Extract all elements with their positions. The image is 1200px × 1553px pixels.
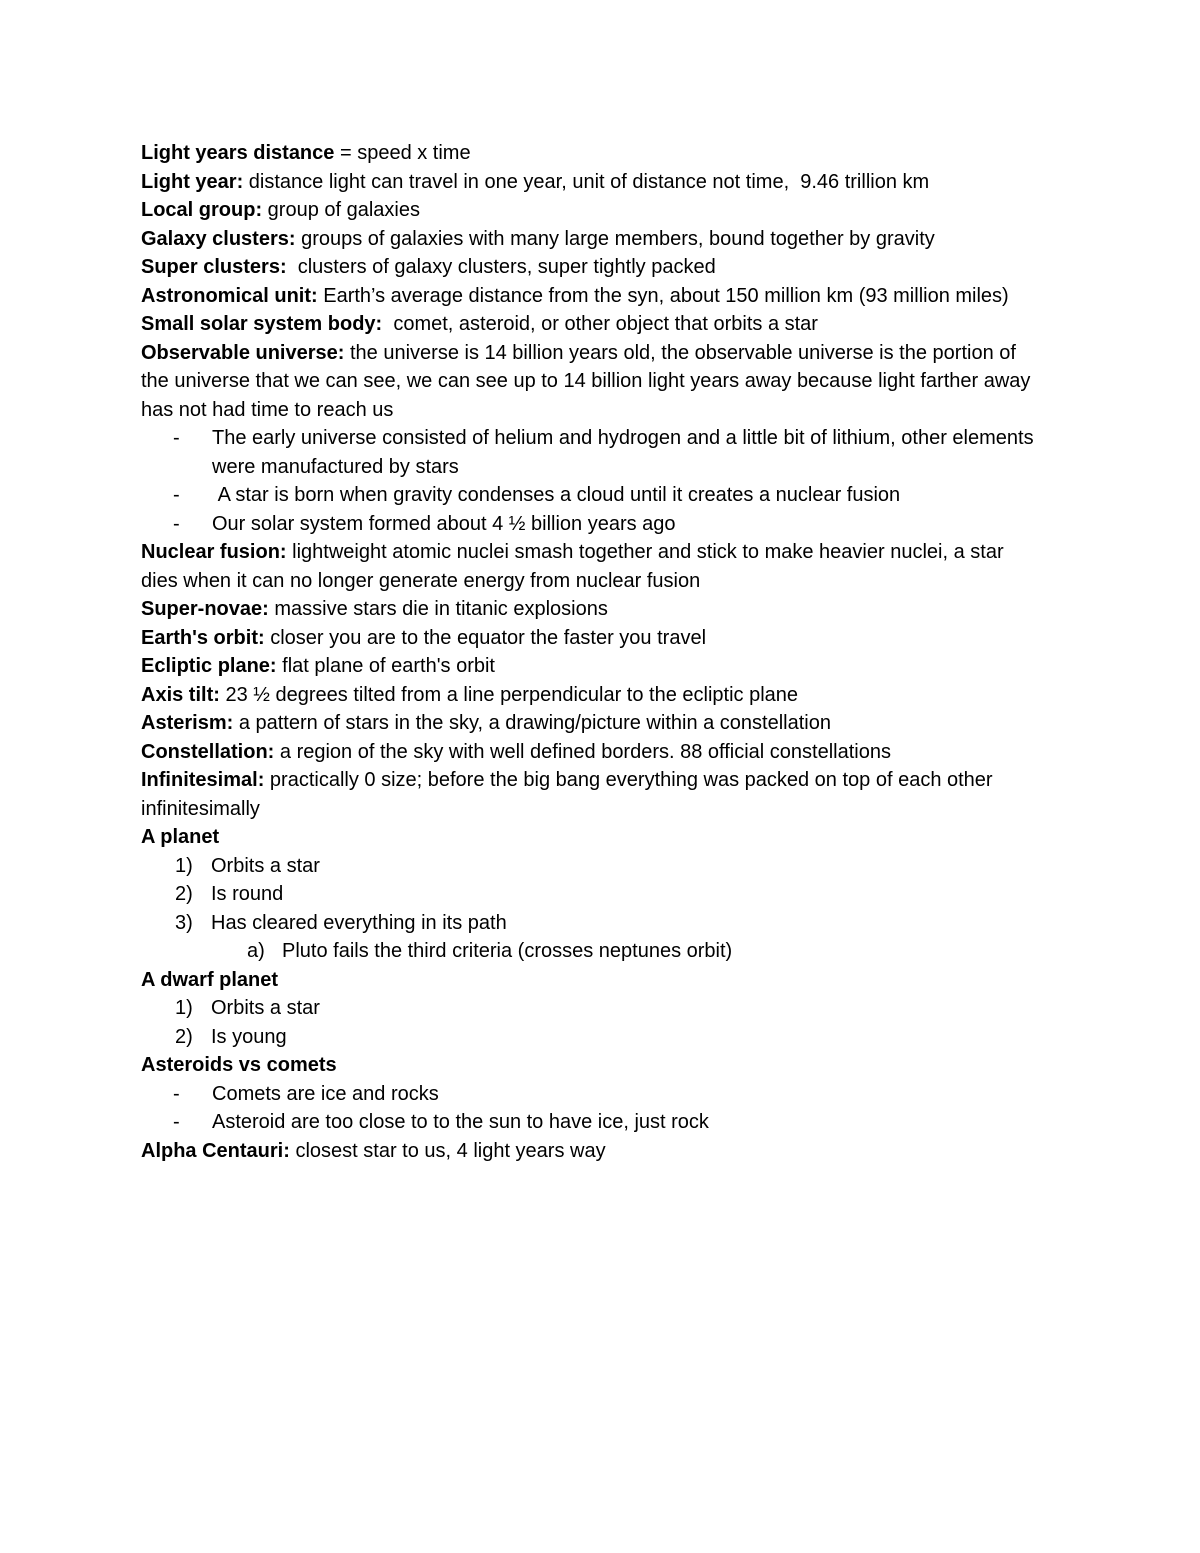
term-label: Asterism: bbox=[141, 712, 234, 734]
bullet-marker: - bbox=[173, 484, 180, 506]
term-label: Light year: bbox=[141, 170, 244, 193]
definition-text: practically 0 size; before the big bang everything was packed on top of each other infinitesimally bbox=[141, 769, 999, 820]
entry-constellation bbox=[141, 738, 1040, 767]
definition-text: = speed x time bbox=[334, 142, 471, 164]
term-label: Local group: bbox=[141, 199, 263, 221]
entry-light-year bbox=[141, 168, 1040, 197]
term-label: Nuclear fusion: bbox=[141, 541, 287, 563]
list-item bbox=[141, 909, 1040, 938]
definition-text: a region of the sky with well defined borders. 88 official constellations bbox=[274, 740, 891, 763]
entry-astronomical-unit bbox=[141, 282, 1040, 311]
entry-nuclear-fusion bbox=[141, 538, 1040, 595]
section-heading-asteroids-vs-comets bbox=[141, 1051, 1040, 1080]
definition-text: Earth’s average distance from the syn, about 150 million km (93 million miles) bbox=[317, 284, 1009, 307]
entry-asterism bbox=[141, 709, 1040, 738]
definition-text: massive stars die in titanic explosions bbox=[268, 598, 608, 620]
item-text: Is young bbox=[211, 1025, 287, 1048]
list-item bbox=[141, 1108, 1040, 1137]
number-marker: 2) bbox=[175, 1025, 193, 1048]
item-text: Has cleared everything in its path bbox=[211, 911, 507, 934]
item-text: Pluto fails the third criteria (crosses neptunes orbit) bbox=[282, 940, 733, 962]
item-text: Orbits a star bbox=[211, 997, 320, 1019]
entry-infinitesimal bbox=[141, 766, 1040, 823]
definition-text: 23 ½ degrees tilted from a line perpendicular to the ecliptic plane bbox=[219, 683, 799, 706]
list-item bbox=[141, 481, 1040, 510]
bullet-marker: - bbox=[173, 427, 180, 449]
item-text: Is round bbox=[211, 883, 284, 905]
definition-text: groups of galaxies with many large members, bound together by gravity bbox=[295, 227, 935, 250]
bullet-marker: - bbox=[173, 1111, 180, 1133]
definition-text: the universe is 14 billion years old, the observable universe is the portion of the universe that we can see, we can see up to 14 billion light years away because light farther away has not had time to reach us bbox=[141, 341, 1036, 421]
definition-text: flat plane of earth's orbit bbox=[276, 655, 495, 677]
term-label: Earth's orbit: bbox=[141, 626, 265, 649]
term-label: Small solar system body: bbox=[141, 313, 383, 335]
term-label: Super-novae: bbox=[141, 598, 269, 620]
definition-text: closer you are to the equator the faster you travel bbox=[264, 626, 707, 649]
definition-text: closest star to us, 4 light years way bbox=[289, 1139, 606, 1162]
number-marker: 2) bbox=[175, 883, 193, 905]
entry-observable-universe bbox=[141, 339, 1040, 425]
definition-text: comet, asteroid, or other object that orbits a star bbox=[382, 313, 818, 335]
definition-text: group of galaxies bbox=[262, 199, 420, 221]
bullet-text: Asteroid are too close to to the sun to have ice, just rock bbox=[212, 1111, 709, 1133]
term-label: Alpha Centauri: bbox=[141, 1139, 290, 1162]
term-label: Infinitesimal: bbox=[141, 769, 265, 791]
term-label: Observable universe: bbox=[141, 341, 345, 364]
number-marker: 1) bbox=[175, 854, 193, 877]
term-label: Astronomical unit: bbox=[141, 284, 318, 307]
bullet-text: A star is born when gravity condenses a cloud until it creates a nuclear fusion bbox=[212, 484, 901, 506]
list-item bbox=[141, 510, 1040, 539]
entry-small-solar-system-body bbox=[141, 310, 1040, 339]
definition-text: lightweight atomic nuclei smash together and stick to make heavier nuclei, a star dies when it can no longer generate energy from nuclear fusion bbox=[141, 541, 1010, 592]
entry-galaxy-clusters bbox=[141, 225, 1040, 254]
entry-alpha-centauri bbox=[141, 1137, 1040, 1166]
entry-super-clusters bbox=[141, 253, 1040, 282]
entry-local-group bbox=[141, 196, 1040, 225]
bullet-text: The early universe consisted of helium and hydrogen and a little bit of lithium, other elements were manufactured by stars bbox=[212, 427, 1040, 478]
entry-super-novae bbox=[141, 595, 1040, 624]
entry-ecliptic-plane bbox=[141, 652, 1040, 681]
bullet-text: Our solar system formed about 4 ½ billion years ago bbox=[212, 512, 676, 535]
letter-marker: a) bbox=[247, 940, 265, 962]
list-item bbox=[141, 852, 1040, 881]
term-label: Constellation: bbox=[141, 740, 275, 763]
definition-text: clusters of galaxy clusters, super tightly packed bbox=[286, 256, 716, 278]
entry-axis-tilt bbox=[141, 681, 1040, 710]
section-heading-a-dwarf-planet bbox=[141, 966, 1040, 995]
number-marker: 1) bbox=[175, 997, 193, 1019]
term-label: Galaxy clusters: bbox=[141, 227, 296, 250]
list-item bbox=[141, 424, 1040, 481]
list-item bbox=[141, 1023, 1040, 1052]
bullet-text: Comets are ice and rocks bbox=[212, 1082, 439, 1105]
number-marker: 3) bbox=[175, 911, 193, 934]
definition-text: distance light can travel in one year, unit of distance not time, 9.46 trillion km bbox=[243, 170, 930, 193]
term-label: Light years distance bbox=[141, 142, 335, 164]
list-subitem bbox=[141, 937, 1040, 966]
heading-label: A planet bbox=[141, 826, 220, 848]
item-text: Orbits a star bbox=[211, 854, 320, 877]
list-item bbox=[141, 994, 1040, 1023]
term-label: Super clusters: bbox=[141, 256, 287, 278]
term-label: Axis tilt: bbox=[141, 683, 220, 706]
term-label: Ecliptic plane: bbox=[141, 655, 277, 677]
bullet-marker: - bbox=[173, 512, 180, 535]
entry-light-years-distance bbox=[141, 139, 1040, 168]
heading-label: Asteroids vs comets bbox=[141, 1054, 337, 1076]
section-heading-a-planet bbox=[141, 823, 1040, 852]
list-item bbox=[141, 1080, 1040, 1109]
bullet-marker: - bbox=[173, 1082, 180, 1105]
heading-label: A dwarf planet bbox=[141, 968, 279, 991]
definition-text: a pattern of stars in the sky, a drawing/picture within a constellation bbox=[233, 712, 831, 734]
list-item bbox=[141, 880, 1040, 909]
entry-earths-orbit bbox=[141, 624, 1040, 653]
